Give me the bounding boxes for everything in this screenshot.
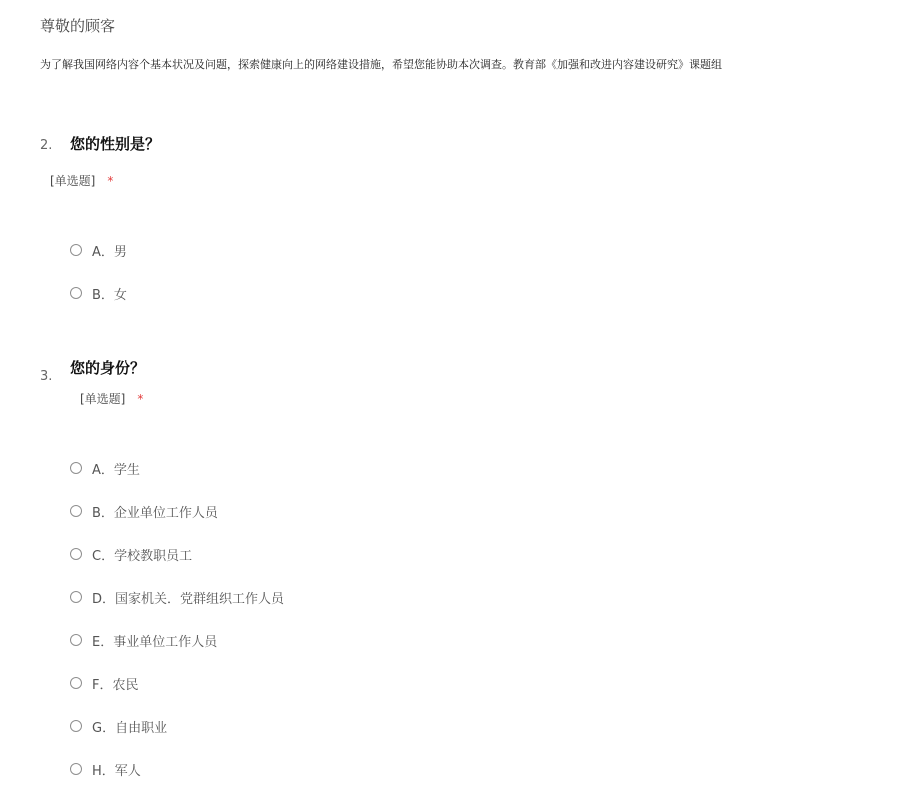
radio-button[interactable] [70, 720, 82, 732]
option-q3-f[interactable] [70, 673, 138, 693]
option-q3-a[interactable] [70, 458, 140, 478]
option-q3-g[interactable] [70, 716, 167, 736]
radio-button[interactable] [70, 244, 82, 256]
radio-button[interactable] [70, 462, 82, 474]
question-2-type [50, 172, 113, 190]
radio-button[interactable] [70, 763, 82, 775]
question-3-number: 3. [40, 369, 53, 384]
greeting-heading: 尊敬的顾客 [40, 17, 116, 35]
radio-button[interactable] [70, 591, 82, 603]
option-q3-c[interactable] [70, 544, 192, 564]
option-q3-b[interactable] [70, 501, 218, 521]
option-label: E．事业单位工作人员 [92, 634, 218, 650]
option-label: B．女 [92, 287, 127, 303]
intro-text: 为了解我国网络内容个基本状况及问题，探索健康向上的网络建设措施，希望您能协助本次调查。教育部《加强和改进内容建设研究》课题组 [40, 58, 722, 71]
required-mark: * [107, 174, 114, 188]
option-label: G．自由职业 [92, 720, 168, 736]
radio-button[interactable] [70, 505, 82, 517]
option-label: A．学生 [92, 462, 140, 478]
option-label: H．军人 [92, 763, 141, 779]
question-2-number: 2. [40, 138, 53, 153]
option-label: A．男 [92, 244, 127, 260]
option-label: D．国家机关．党群组织工作人员 [92, 591, 285, 607]
option-q3-e[interactable] [70, 630, 217, 650]
question-2-title: 您的性别是？ [70, 135, 161, 153]
question-3-type [80, 390, 143, 408]
option-q3-d[interactable] [70, 587, 284, 607]
radio-button[interactable] [70, 548, 82, 560]
radio-button[interactable] [70, 287, 82, 299]
question-3-title: 您的身份？ [70, 359, 146, 377]
option-q2-b[interactable] [70, 283, 127, 303]
option-q2-a[interactable] [70, 240, 127, 260]
radio-button[interactable] [70, 634, 82, 646]
radio-button[interactable] [70, 677, 82, 689]
option-label: C．学校教职员工 [92, 548, 193, 564]
option-label: B．企业单位工作人员 [92, 505, 218, 521]
question-type-label: [单选题] [50, 174, 96, 188]
option-label: F．农民 [92, 677, 139, 693]
required-mark: * [137, 392, 144, 406]
option-q3-h[interactable] [70, 759, 141, 779]
question-type-label: [单选题] [80, 392, 126, 406]
